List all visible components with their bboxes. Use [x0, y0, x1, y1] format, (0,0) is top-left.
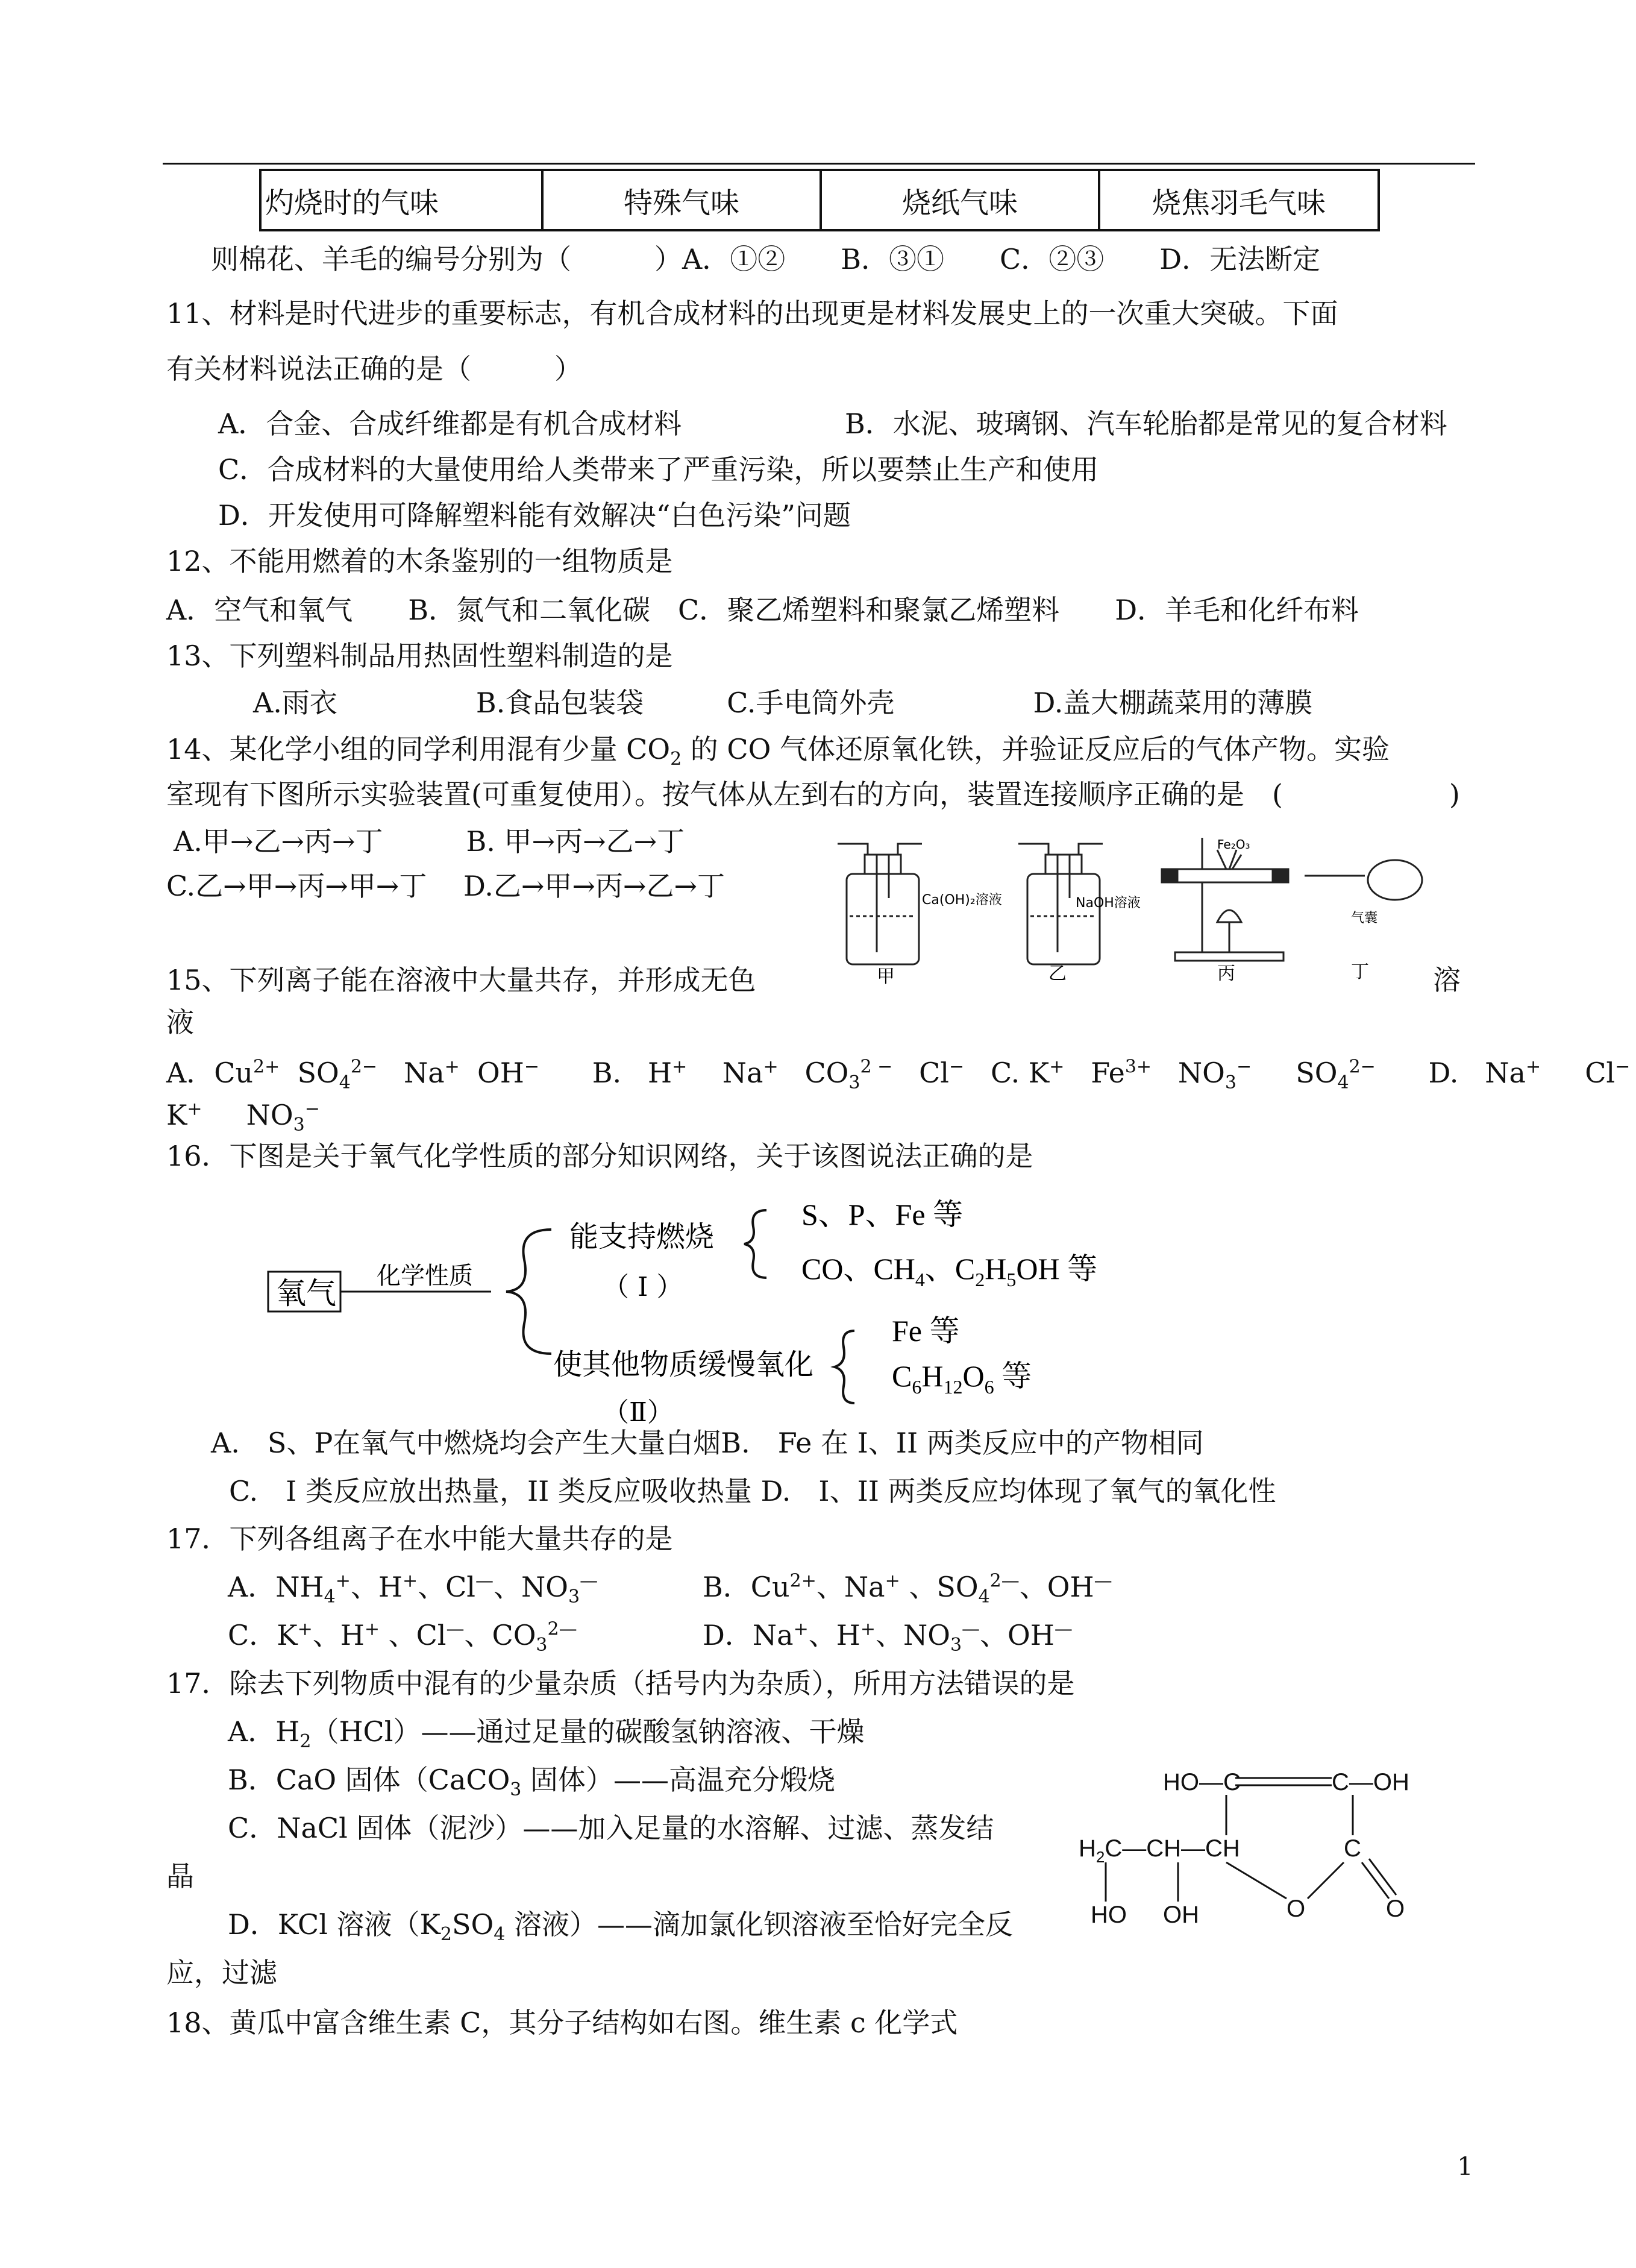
q17a-option-b: B．$Cu^{2+}$、Na+ 、$SO_4^{2—}$、OH— — [703, 1570, 1112, 1608]
struct-chain: $H_2C—CH—CH$ — [1079, 1835, 1240, 1866]
diagram-spfe: S、P、Fe 等 — [801, 1198, 964, 1231]
apparatus-label-naoh: NaOH溶液 — [1076, 896, 1141, 911]
q14-stem-b: 的 CO 气体还原氧化铁，并验证反应后的气体产物。实验 — [682, 733, 1390, 765]
q16-options-cd: C. I 类反应放出热量，II 类反应吸收热量 D. I、II 两类反应均体现了氧气的氧化性 — [229, 1475, 1276, 1507]
header-rule — [163, 163, 1475, 165]
page-number: 1 — [1457, 2152, 1473, 2181]
q15-stem-end: 溶 — [1433, 964, 1461, 996]
q17a-stem: 17．下列各组离子在水中能大量共存的是 — [166, 1522, 673, 1555]
q17a-option-a: A．$NH_4^+$、H+、Cl—、$NO_3^—$ — [228, 1570, 598, 1608]
q14-options: C.乙→甲→丙→甲→丁 D.乙→甲→丙→乙→丁 — [166, 870, 726, 902]
apparatus-label-jia: 甲 — [877, 966, 895, 987]
q17b-option-a: A．$H_2(HCl)——$通过足量的碳酸氢钠溶液、干燥 — [228, 1715, 865, 1753]
q13-options: A.雨衣 B.食品包装袋 C.手电筒外壳 D.盖大棚蔬菜用的薄膜 — [253, 686, 1313, 719]
q17a-option-c: C．K+、H+ 、Cl—、$CO_3^{2—}$ — [228, 1618, 577, 1656]
diagram-class-2: （Ⅱ） — [603, 1397, 674, 1428]
apparatus-label-ca: Ca(OH)₂溶液 — [922, 893, 1002, 908]
apparatus-bing — [1162, 838, 1288, 961]
q11-option-b: B．水泥、玻璃钢、汽车轮胎都是常见的复合材料 — [845, 407, 1447, 440]
q15-stem: 15、下列离子能在溶液中大量共存，并形成无色 — [166, 964, 756, 996]
table-cell: 烧焦羽毛气味 — [1099, 170, 1379, 230]
struct-carbonyl-o: O — [1386, 1896, 1405, 1922]
apparatus-label-bag: 气囊 — [1351, 911, 1378, 926]
q14-options: A.甲→乙→丙→丁 B. 甲→丙→乙→丁 — [174, 825, 685, 858]
q15-options-cont: K+ $NO_3^-$ — [166, 1098, 320, 1136]
q11-option-a: A．合金、合成纤维都是有机合成材料 — [218, 407, 682, 440]
q16-stem: 16．下图是关于氧气化学性质的部分知识网络，关于该图说法正确的是 — [166, 1140, 1033, 1172]
q17a-option-d: D．Na+、H+、$NO_3^—$、OH— — [703, 1618, 1073, 1656]
q11-option-d: D．开发使用可降解塑料能有效解决“白色污染”问题 — [218, 499, 851, 532]
q17b-option-c: C．NaCl 固体（泥沙）——加入足量的水溶解、过滤、蒸发结 — [228, 1812, 994, 1844]
q17b-option-d: D．KCl 溶液（$K_2SO_4$ 溶液）——滴加氯化钡溶液至恰好完全反 — [228, 1908, 1013, 1946]
q18-stem: 18、黄瓜中富含维生素 C，其分子结构如右图。维生素 c 化学式 — [166, 2006, 958, 2039]
vitamin-c-structure — [1079, 1760, 1440, 1935]
apparatus-jia — [838, 844, 922, 964]
apparatus-label-bing: 丙 — [1217, 963, 1235, 984]
struct-oh-bottom: OH — [1163, 1902, 1199, 1928]
apparatus-label-fe: Fe₂O₃ — [1217, 837, 1250, 852]
q15-option-a: A．Cu — [166, 1057, 254, 1089]
smell-table — [259, 169, 1380, 231]
q16-options-ab: A. S、P在氧气中燃烧均会产生大量白烟B. Fe 在 I、II 两类反应中的产物相同 — [211, 1427, 1204, 1459]
q14-stem: 室现有下图所示实验装置(可重复使用）。按气体从左到右的方向，装置连接顺序正确的是 ( ) — [166, 778, 1460, 811]
q15-stem: 液 — [166, 1006, 194, 1038]
diagram-chem-prop: 化学性质 — [377, 1262, 473, 1290]
q12-options: A．空气和氧气 B．氮气和二氧化碳 C．聚乙烯塑料和聚氯乙烯塑料 D．羊毛和化纤布料 — [166, 594, 1359, 626]
q17b-stem: 17．除去下列物质中混有的少量杂质（括号内为杂质），所用方法错误的是 — [166, 1667, 1075, 1700]
table-cell: 灼烧时的气味 — [260, 170, 542, 230]
diagram-support: 能支持燃烧 — [569, 1220, 715, 1254]
diagram-class-1: （ I ） — [603, 1272, 683, 1302]
q15-options: A．$Cu^{2+}$ $SO_4^{2-}$ Na+ OH− B. H+ Na+ $CO_3^{2 -}$ Cl− C. K+ $Fe^{3+}$ $NO_3^-$ $SO_4^{2-}$ D. Na+ Cl− — [166, 1056, 1631, 1094]
oxygen-network-diagram — [265, 1193, 1133, 1434]
table-cell: 特殊气味 — [542, 170, 821, 230]
q10-tail: 则棉花、羊毛的编号分别为（ ）A．①② B．③① C．②③ D．无法断定 — [211, 243, 1321, 275]
diagram-organics: CO、$CH_4$、$C_2H_5OH$ 等 — [801, 1252, 1098, 1290]
diagram-fe: Fe 等 — [892, 1314, 960, 1348]
diagram-oxygen: 氧气 — [276, 1277, 336, 1310]
q17b-option-b: B．CaO 固体（CaCO$_3$ 固体）——高温充分煅烧 — [228, 1764, 836, 1801]
q11-stem: 11、材料是时代进步的重要标志，有机合成材料的出现更是材料发展史上的一次重大突破。下面 — [166, 297, 1338, 330]
q17b-option-c-cont: 晶 — [166, 1860, 194, 1893]
q15-k: K — [166, 1099, 187, 1131]
q17b-option-d-cont: 应，过滤 — [166, 1956, 277, 1989]
struct-ho-bottom: HO — [1091, 1902, 1127, 1928]
apparatus-label-yi: 乙 — [1048, 963, 1067, 984]
q11-option-c: C．合成材料的大量使用给人类带来了严重污染，所以要禁止生产和使用 — [218, 453, 1099, 486]
q15-no3: NO — [246, 1099, 293, 1131]
diagram-glucose: $C_6H_{12}O_6$ 等 — [892, 1359, 1032, 1398]
apparatus-figure — [832, 832, 1440, 988]
struct-ring-o: O — [1287, 1896, 1306, 1922]
q11-stem: 有关材料说法正确的是（ ） — [166, 353, 582, 385]
apparatus-ding — [1305, 860, 1422, 900]
struct-c-oh: C—OH — [1332, 1769, 1409, 1795]
struct-ho-left: HO—C — [1163, 1769, 1241, 1795]
diagram-slow-oxidation: 使其他物质缓慢氧化 — [553, 1348, 814, 1381]
q12-stem: 12、不能用燃着的木条鉴别的一组物质是 — [166, 545, 673, 577]
q14-stem: 14、某化学小组的同学利用混有少量 $CO_2$ 的 CO 气体还原氧化铁，并验证反应后的气体产物。实验 — [166, 733, 1390, 770]
table-cell: 烧纸气味 — [821, 170, 1099, 230]
q13-stem: 13、下列塑料制品用热固性塑料制造的是 — [166, 639, 673, 672]
apparatus-label-ding: 丁 — [1351, 961, 1369, 982]
struct-c-ring: C — [1344, 1835, 1361, 1862]
q14-stem-a: 14、某化学小组的同学利用混有少量 CO — [166, 733, 671, 765]
